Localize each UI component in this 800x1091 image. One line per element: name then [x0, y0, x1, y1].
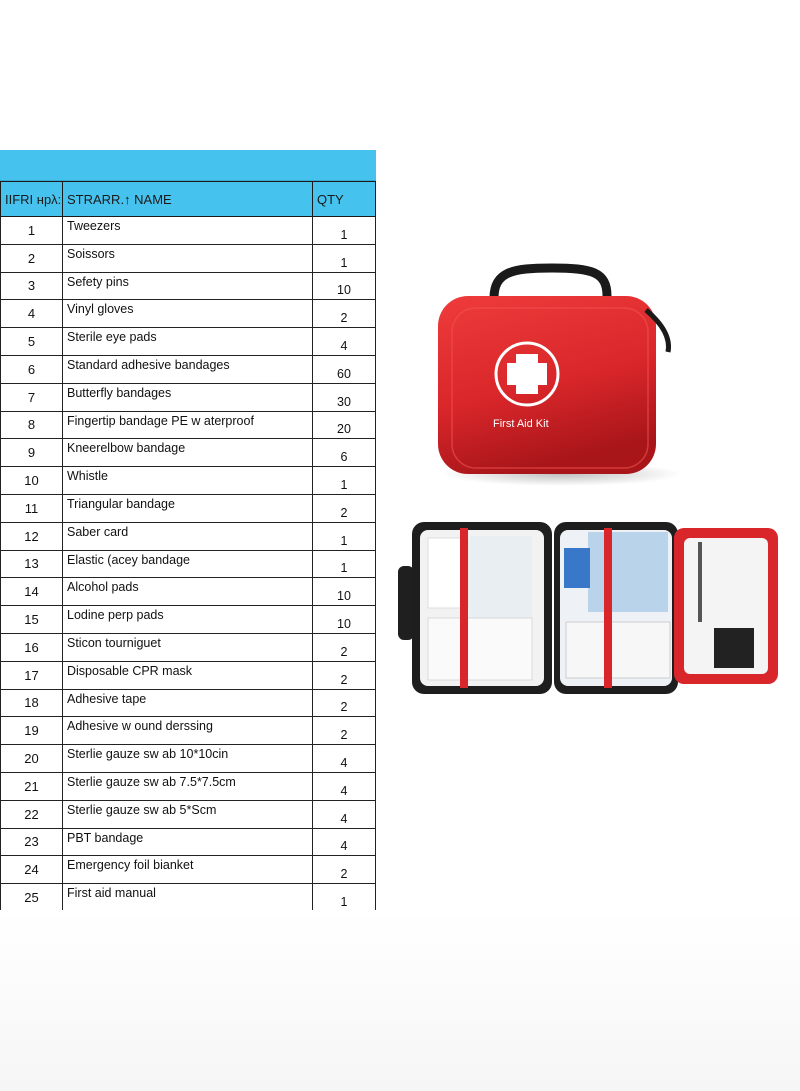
- item-name: Kneerelbow bandage: [63, 439, 313, 467]
- row-number: 20: [1, 745, 63, 773]
- row-number: 3: [1, 272, 63, 300]
- table-row: [1, 550, 376, 578]
- table-row: [1, 494, 376, 522]
- table-row: [1, 689, 376, 717]
- table-row: [1, 467, 376, 495]
- item-name: Triangular bandage: [63, 494, 313, 522]
- item-name: First aid manual: [63, 884, 313, 912]
- item-qty: 2: [313, 633, 376, 661]
- table-row: [1, 884, 376, 912]
- row-number: 23: [1, 828, 63, 856]
- row-number: 1: [1, 217, 63, 245]
- table-row: [1, 578, 376, 606]
- item-qty: 2: [313, 300, 376, 328]
- item-qty: 1: [313, 244, 376, 272]
- item-qty: 2: [313, 689, 376, 717]
- item-name: Sterlie gauze sw ab 7.5*7.5cm: [63, 772, 313, 800]
- item-qty: 4: [313, 800, 376, 828]
- item-name: Sefety pins: [63, 272, 313, 300]
- item-qty: 4: [313, 772, 376, 800]
- open-first-aid-case: [398, 518, 782, 700]
- item-qty: 4: [313, 745, 376, 773]
- header-name: STRARR.↑ NAME: [63, 182, 313, 217]
- table-row: [1, 800, 376, 828]
- item-name: Elastic (acey bandage: [63, 550, 313, 578]
- table-row: [1, 856, 376, 884]
- row-number: 9: [1, 439, 63, 467]
- item-name: Sterile eye pads: [63, 328, 313, 356]
- item-qty: 30: [313, 383, 376, 411]
- item-name: PBT bandage: [63, 828, 313, 856]
- table-row: [1, 328, 376, 356]
- kit-contents-table: [0, 181, 376, 968]
- kit-contents-table-wrap: [0, 150, 376, 968]
- row-number: 25: [1, 884, 63, 912]
- item-name: Lodine perp pads: [63, 606, 313, 634]
- row-number: 5: [1, 328, 63, 356]
- row-number: 16: [1, 633, 63, 661]
- item-qty: 2: [313, 856, 376, 884]
- row-number: 21: [1, 772, 63, 800]
- table-row: [1, 606, 376, 634]
- item-name: Disposable CPR mask: [63, 661, 313, 689]
- row-number: 2: [1, 244, 63, 272]
- item-name: Butterfly bandages: [63, 383, 313, 411]
- table-row: [1, 217, 376, 245]
- item-name: Soissors: [63, 244, 313, 272]
- item-name: Adhesive tape: [63, 689, 313, 717]
- item-qty: 10: [313, 272, 376, 300]
- row-number: 12: [1, 522, 63, 550]
- table-row: [1, 355, 376, 383]
- table-row: [1, 661, 376, 689]
- row-number: 19: [1, 717, 63, 745]
- header-qty: QTY: [313, 182, 376, 217]
- item-name: Whistle: [63, 467, 313, 495]
- item-qty: 6: [313, 439, 376, 467]
- closed-first-aid-case: [432, 262, 682, 487]
- item-name: Vinyl gloves: [63, 300, 313, 328]
- table-row: [1, 745, 376, 773]
- item-name: Emergency foil bianket: [63, 856, 313, 884]
- item-qty: 60: [313, 355, 376, 383]
- table-row: [1, 300, 376, 328]
- row-number: 4: [1, 300, 63, 328]
- row-number: 18: [1, 689, 63, 717]
- item-qty: 2: [313, 717, 376, 745]
- item-name: Alcohol pads: [63, 578, 313, 606]
- table-header-band: [0, 150, 376, 181]
- item-name: Sterlie gauze sw ab 5*Scm: [63, 800, 313, 828]
- item-qty: 1: [313, 550, 376, 578]
- item-name: Tweezers: [63, 217, 313, 245]
- table-row: [1, 772, 376, 800]
- item-name: Saber card: [63, 522, 313, 550]
- item-name: Fingertip bandage PE w aterproof: [63, 411, 313, 439]
- case-label: First Aid Kit: [493, 418, 549, 430]
- item-name: Sticon tourniguet: [63, 633, 313, 661]
- item-qty: 1: [313, 522, 376, 550]
- row-number: 17: [1, 661, 63, 689]
- header-number: IIFRI нрλ:: [1, 182, 63, 217]
- row-number: 15: [1, 606, 63, 634]
- row-number: 10: [1, 467, 63, 495]
- row-number: 24: [1, 856, 63, 884]
- row-number: 6: [1, 355, 63, 383]
- bottom-background: [0, 910, 800, 1091]
- item-name: Sterlie gauze sw ab 10*10cin: [63, 745, 313, 773]
- table-header-row: [1, 182, 376, 217]
- table-row: [1, 828, 376, 856]
- row-number: 7: [1, 383, 63, 411]
- table-row: [1, 244, 376, 272]
- item-qty: 4: [313, 828, 376, 856]
- table-row: [1, 439, 376, 467]
- item-qty: 10: [313, 606, 376, 634]
- item-qty: 20: [313, 411, 376, 439]
- item-name: Standard adhesive bandages: [63, 355, 313, 383]
- table-row: [1, 633, 376, 661]
- table-row: [1, 411, 376, 439]
- item-qty: 2: [313, 494, 376, 522]
- item-qty: 4: [313, 328, 376, 356]
- item-qty: 2: [313, 661, 376, 689]
- row-number: 22: [1, 800, 63, 828]
- table-row: [1, 522, 376, 550]
- table-row: [1, 383, 376, 411]
- table-row: [1, 272, 376, 300]
- item-name: Adhesive w ound derssing: [63, 717, 313, 745]
- row-number: 11: [1, 494, 63, 522]
- item-qty: 1: [313, 884, 376, 912]
- row-number: 14: [1, 578, 63, 606]
- row-number: 13: [1, 550, 63, 578]
- item-qty: 1: [313, 467, 376, 495]
- item-qty: 1: [313, 217, 376, 245]
- row-number: 8: [1, 411, 63, 439]
- item-qty: 10: [313, 578, 376, 606]
- table-row: [1, 717, 376, 745]
